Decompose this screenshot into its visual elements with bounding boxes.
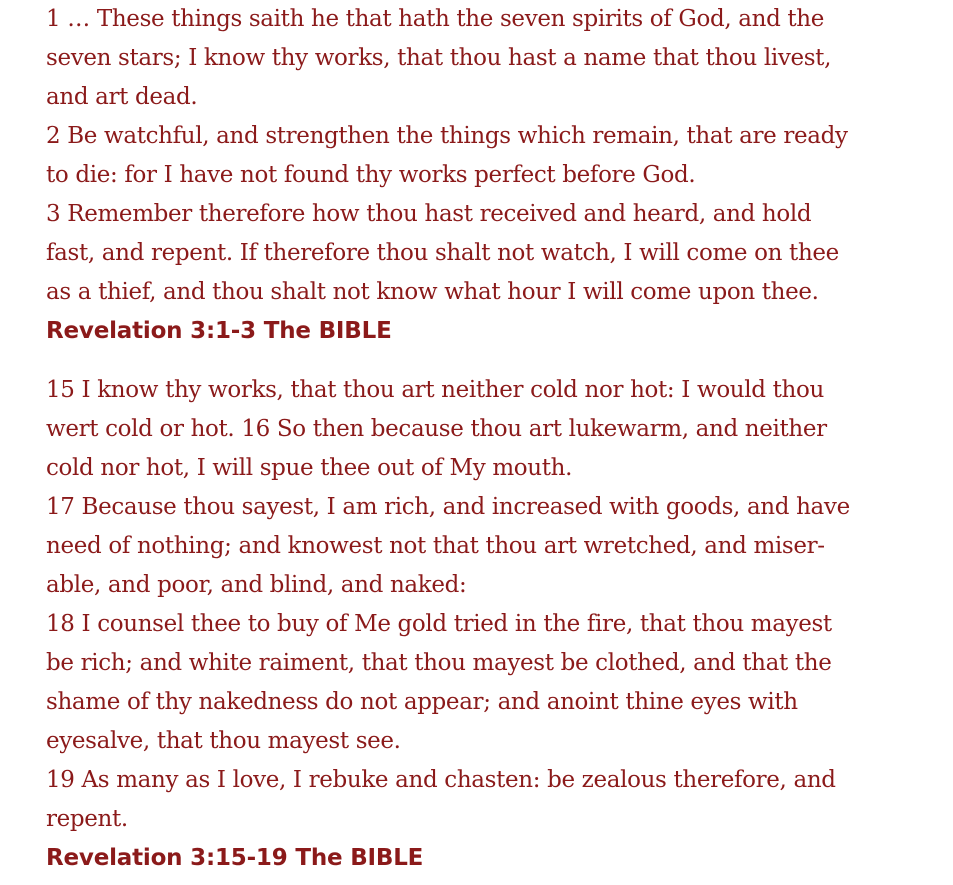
verse-line: repent. xyxy=(46,806,128,832)
verse-line: able, and poor, and blind, and naked: xyxy=(46,572,467,598)
verse-line: as a thief, and thou shalt not know what hour I will come upon thee. xyxy=(46,279,819,305)
verse-line: 3 Remember therefore how thou hast received and heard, and hold xyxy=(46,201,812,227)
verse-line: to die: for I have not found thy works perfect before God. xyxy=(46,162,696,188)
verse-line: cold nor hot, I will spue thee out of My mouth. xyxy=(46,455,573,481)
verse-line: 17 Because thou sayest, I am rich, and increased with goods, and have xyxy=(46,494,850,520)
passage-reference: Revelation 3:1-3 The BIBLE xyxy=(46,318,392,344)
verse-line: 15 I know thy works, that thou art neither cold nor hot: I would thou xyxy=(46,377,824,403)
verse-line: 1 … These things saith he that hath the seven spirits of God, and the xyxy=(46,6,825,32)
verse-line: need of nothing; and knowest not that thou art wretched, and miser- xyxy=(46,533,825,559)
verse-line: wert cold or hot. 16 So then because thou art lukewarm, and neither xyxy=(46,416,827,442)
verse-line: fast, and repent. If therefore thou shalt not watch, I will come on thee xyxy=(46,240,839,266)
passage-reference: Revelation 3:15-19 The BIBLE xyxy=(46,845,424,871)
verse-line: be rich; and white raiment, that thou mayest be clothed, and that the xyxy=(46,650,832,676)
passage-revelation-3-15-19 xyxy=(46,371,936,878)
verse-line: and art dead. xyxy=(46,84,198,110)
passage-revelation-3-1-3 xyxy=(46,0,936,351)
verse-line: 18 I counsel thee to buy of Me gold tried in the fire, that thou mayest xyxy=(46,611,832,637)
passage-spacer xyxy=(46,351,936,371)
verse-line: eyesalve, that thou mayest see. xyxy=(46,728,401,754)
verse-line: seven stars; I know thy works, that thou hast a name that thou livest, xyxy=(46,45,832,71)
verse-line: shame of thy nakedness do not appear; and anoint thine eyes with xyxy=(46,689,798,715)
verse-line: 2 Be watchful, and strengthen the things which remain, that are ready xyxy=(46,123,848,149)
scripture-page xyxy=(46,0,936,885)
verse-line: 19 As many as I love, I rebuke and chasten: be zealous therefore, and xyxy=(46,767,836,793)
